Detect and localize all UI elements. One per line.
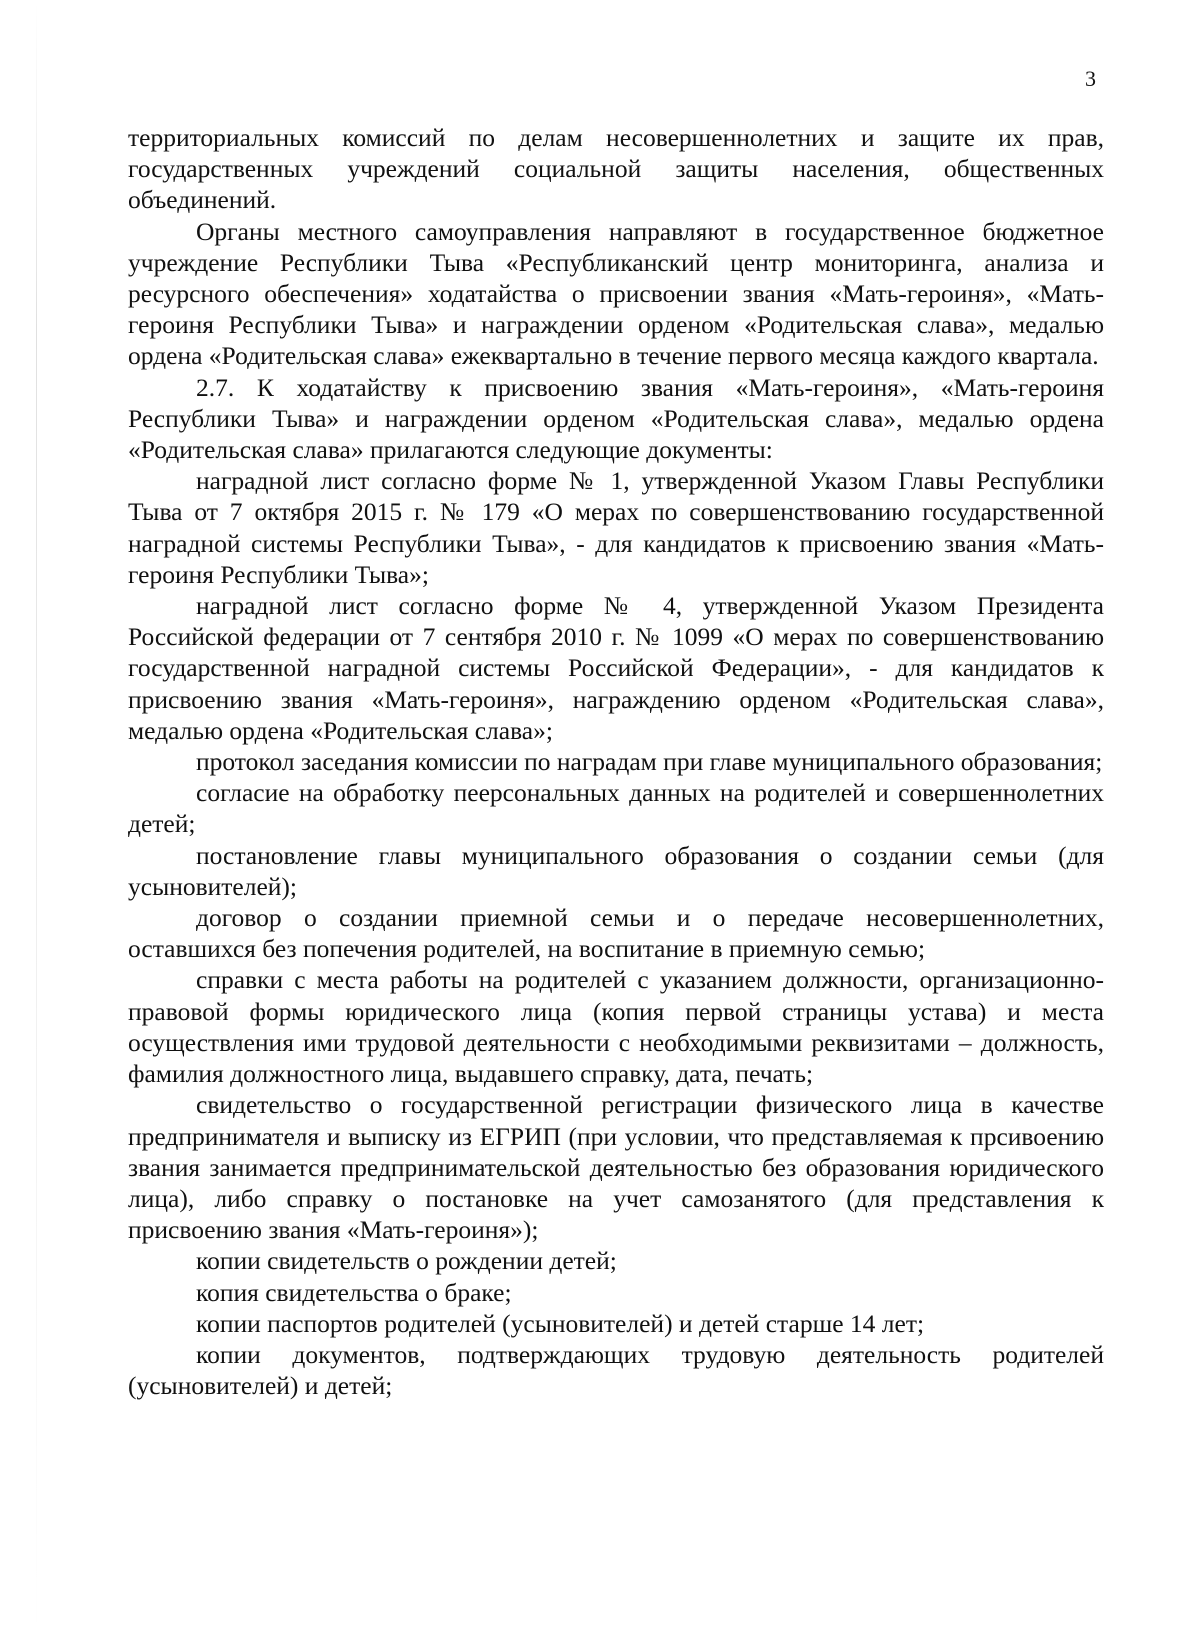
paragraph: наградной лист согласно форме № 4, утвержденной Указом Президента Российской федерации от 7 сентября 2010 г. № 1099 «О мерах по совершенствованию государственной наградной системы Российской Федерации», - для кандидатов к присвоению звания «Мать-героиня», награждению орденом «Родительская слава», медалью ордена «Родительская слава»; — [128, 591, 1104, 745]
paragraph: копии паспортов родителей (усыновителей) и детей старше 14 лет; — [196, 1308, 925, 1338]
paragraph: 2.7. К ходатайству к присвоению звания «Мать-героиня», «Мать-героиня Республики Тыва» и награждении орденом «Родительская слава», медалью ордена «Родительская слава» прилагаются следующие документы: — [128, 372, 1104, 465]
paragraph: справки с места работы на родителей с указанием должности, организационно-правовой формы юридического лица (копия первой страницы устава) и места осуществления ими трудовой деятельности с необходимыми реквизитами – должность, фамилия должностного лица, выдавшего справку, дата, печать; — [128, 965, 1104, 1089]
paragraph: копии документов, подтверждающих трудовую деятельность родителей (усыновителей) и детей; — [128, 1339, 1104, 1401]
paragraph: копия свидетельства о браке; — [196, 1277, 512, 1307]
paragraph: территориальных комиссий по делам несовершеннолетних и защите их прав, государственных учреждений социальной защиты населения, общественных объединений. — [128, 123, 1104, 215]
paragraph: Органы местного самоуправления направляют в государственное бюджетное учреждение Республики Тыва «Республиканский центр мониторинга, анализа и ресурсного обеспечения» ходатайства о присвоении звания «Мать-героиня», «Мать-героиня Республики Тыва» и награждении орденом «Родительская слава», медалью ордена «Родительская слава» ежеквартально в течение первого месяца каждого квартала. — [128, 216, 1104, 371]
scan-edge-line — [36, 0, 37, 1644]
paragraph: постановление главы муниципального образования о создании семьи (для усыновителей); — [128, 840, 1104, 901]
paragraph: согласие на обработку пеерсональных данных на родителей и совершеннолетних детей; — [128, 778, 1104, 839]
page-number: 3 — [1085, 66, 1096, 91]
paragraph: свидетельство о государственной регистрации физического лица в качестве предпринимателя и выписку из ЕГРИП (при условии, что представляемая к прсивоению звания занимается предпринимательской деятельностью без образования юридического лица), либо справку о постановке на учет самозанятого (для представления к присвоению звания «Мать-героиня»); — [128, 1090, 1104, 1245]
paragraph: наградной лист согласно форме № 1, утвержденной Указом Главы Республики Тыва от 7 октября 2015 г. № 179 «О мерах по совершенствованию государственной наградной системы Республики Тыва», - для кандидатов к присвоению звания «Мать-героиня Республики Тыва»; — [128, 466, 1104, 589]
document-body — [128, 122, 1104, 1401]
paragraph: договор о создании приемной семьи и о передаче несовершеннолетних, оставшихся без попечения родителей, на воспитание в приемную семью; — [128, 903, 1104, 964]
paragraph: протокол заседания комиссии по наградам при главе муниципального образования; — [196, 747, 1103, 777]
paragraph: копии свидетельств о рождении детей; — [196, 1246, 617, 1276]
